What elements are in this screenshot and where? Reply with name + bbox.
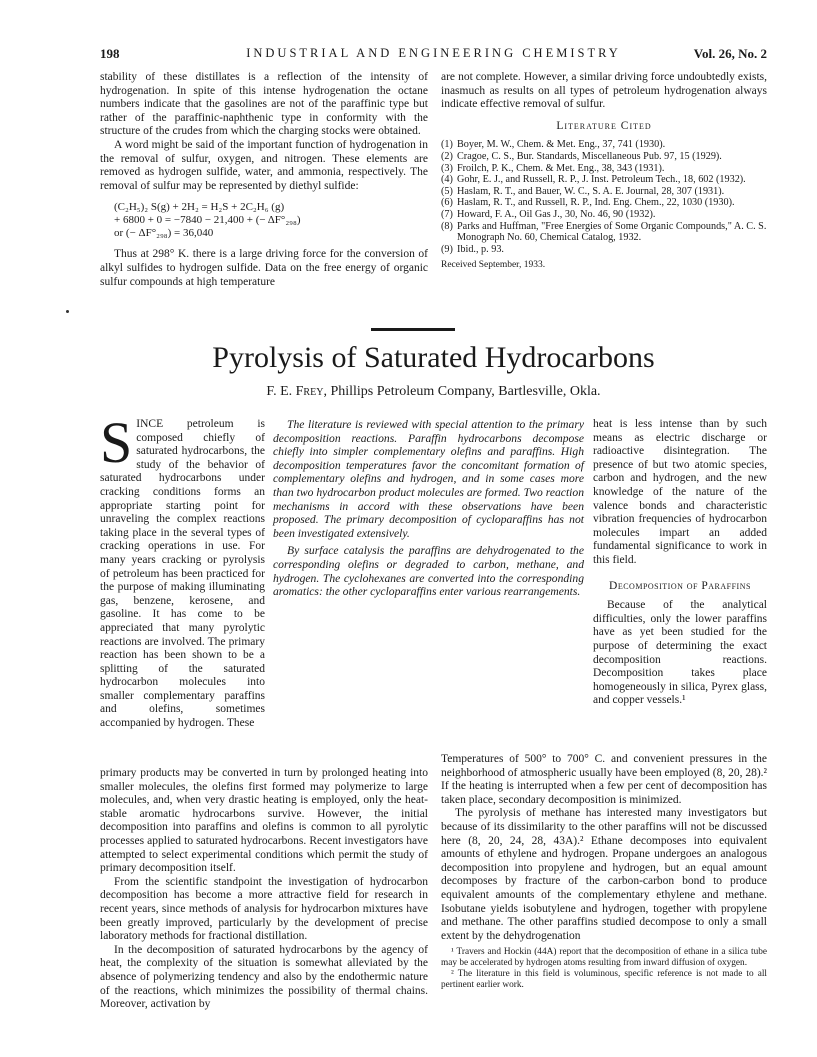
- paragraph: Because of the analytical difficulties, only the lower paraffins have as yet been studied for the purpose of determining the exact decomposition reactions. Decomposition takes place homogeneously in silica, Pyrex glass, and copper vessels.¹: [593, 599, 767, 707]
- page-number: 198: [100, 46, 120, 61]
- title-rule: [371, 328, 455, 331]
- paragraph: The pyrolysis of methane has interested many investigators but because of its dissimilarity to the other paraffins will not be discussed here (8, 20, 24, 28, 43A).² Ethane decomposes into equivalent amounts of ethylene and hydrogen. Propane undergoes an analogous decomposition into propylene and hydrogen, but an equal amount decomposes by fracture of the carbon-carbon bond to produce equivalent amounts of the complementary ethylene and methane. Isobutane yields isobutylene and hydrogen, together with propylene and methane. The other paraffins studied decompose to only a small extent by the dehydrogenation: [441, 807, 767, 942]
- reference-number: (7): [441, 208, 453, 220]
- reference-text: Gohr, E. J., and Russell, R. P., J. Inst. Petroleum Tech., 18, 602 (1932).: [457, 174, 746, 186]
- reference-text: Haslam, R. T., and Russell, R. P., Ind. Eng. Chem., 22, 1030 (1930).: [457, 197, 735, 209]
- author-line: [100, 384, 767, 400]
- reference-number: (8): [441, 220, 453, 232]
- reference-text: Froilch, P. K., Chem. & Met. Eng., 38, 343 (1931).: [457, 162, 665, 174]
- footnotes: [441, 947, 767, 990]
- margin-speck: [66, 310, 69, 313]
- reference-text: Boyer, M. W., Chem. & Met. Eng., 37, 741 (1930).: [457, 139, 666, 151]
- article-title: Pyrolysis of Saturated Hydrocarbons: [212, 341, 655, 374]
- body-right-column: [441, 753, 767, 991]
- reference-number: (3): [441, 162, 453, 174]
- reference-text: Cragoe, C. S., Bur. Standards, Miscellaneous Pub. 97, 15 (1929).: [457, 150, 722, 162]
- running-header: [100, 46, 767, 62]
- abstract-column: [273, 418, 584, 599]
- abstract-paragraph: By surface catalysis the paraffins are dehydrogenated to the corresponding olefins or degraded to carbon, methane, and hydrogen. The cyclohexanes are converted into the corresponding aromatics: the other cycloparaffins enter various rearrangements.: [273, 544, 584, 599]
- reference-item: [441, 209, 767, 221]
- equation-line: or (− ΔF°₂₉₈) = 36,040: [114, 227, 214, 240]
- prior-article-right-column: [441, 71, 767, 273]
- paragraph: In the decomposition of saturated hydrocarbons by the agency of heat, the complexity of the situation is somewhat alleviated by the absence of polymerizing tendency and also by the endothermic nature of the reactions, which minimizes the possibility of thermal chains. Moreover, activation by: [100, 943, 428, 1011]
- reference-number: (1): [441, 139, 453, 151]
- reference-number: (4): [441, 174, 453, 186]
- reference-text: Ibid., p. 93.: [457, 243, 504, 255]
- reference-item: [441, 221, 767, 244]
- paragraph: Temperatures of 500° to 700° C. and convenient pressures in the neighborhood of atmospheric usually have been employed (8, 20, 28).² If the heating is interrupted when a few per cent of decomposition has taken place, secondary decomposition is minimized.: [441, 753, 768, 806]
- reference-number: (2): [441, 150, 453, 162]
- reference-number: (6): [441, 197, 453, 209]
- reference-list: [441, 139, 767, 255]
- section-heading: Decomposition of Paraffins: [609, 579, 751, 592]
- paragraph: From the scientific standpoint the investigation of hydrocarbon decomposition has become a more attractive field for research in recent years, since methods of analysis for hydrocarbon mixtures have been greatly improved, particularly by the development of precise laboratory methods for fractional distillation.: [100, 875, 428, 943]
- intro-text: INCE petroleum is composed chiefly of saturated hydrocarbons, the study of the behavior of saturated hydrocarbons under cracking conditions forms an appropriate starting point for unraveling the complex reactions taking place in the several types of cracking operations in use. For many years cracking or pyrolysis of petroleum has been practiced for the purpose of making illuminating gas, benzene, kerosene, and gasoline. It has come to be appreciated that many pyrolytic reactions are involved. The primary reaction has been shown to be a splitting of the saturated hydrocarbon molecules into smaller complementary paraffins and olefins, sometimes accompanied by hydrogen. These: [100, 418, 265, 730]
- equation-line: + 6800 + 0 = −7840 − 21,400 + (− ΔF°₂₉₈): [114, 214, 301, 227]
- reference-number: (9): [441, 243, 453, 255]
- paragraph: Thus at 298° K. there is a large driving force for the conversion of alkyl sulfides to hydrogen sulfide. Data on the free energy of organic sulfur compounds at high temperature: [100, 248, 428, 288]
- drop-cap: S: [100, 410, 133, 475]
- reference-item: [441, 139, 767, 151]
- journal-name: INDUSTRIAL AND ENGINEERING CHEMISTRY: [246, 46, 621, 60]
- prior-article-left-column: [100, 71, 428, 289]
- reference-number: (5): [441, 185, 453, 197]
- literature-cited-heading: Literature Cited: [556, 119, 652, 132]
- reference-text: Haslam, R. T., and Bauer, W. C., S. A. E. Journal, 28, 307 (1931).: [457, 185, 725, 197]
- abstract-paragraph: The literature is reviewed with special attention to the primary decomposition reactions. Paraffin hydrocarbons decompose chiefly into simpler complementary olefins and paraffins. High decomposition temperatures favor the concomitant formation of complementary olefins and hydrogen, and in some cases more than two hydrocarbon product molecules are formed. Two reaction mechanisms in accord with these observations have been proposed. The primary decomposition of cycloparaffins has not been investigated extensively.: [273, 418, 584, 540]
- body-left-column: [100, 767, 428, 1012]
- paragraph: stability of these distillates is a reflection of the intensity of hydrogenation. In spite of this intense hydrogenation the octane numbers indicate that the gasolines are not of the paraffinic type but rather of the paraffinic-naphthenic type in conformity with the structure of the crudes from which the charging stocks were obtained.: [100, 71, 428, 138]
- reference-text: Howard, F. A., Oil Gas J., 30, No. 46, 90 (1932).: [457, 208, 656, 220]
- paragraph: A word might be said of the important function of hydrogenation in the removal of sulfur, oxygen, and nitrogen. These elements are removed as hydrogen sulfide, water, and ammonia, respectively. The removal of sulfur may be represented by diethyl sulfide:: [100, 138, 428, 192]
- volume-issue: Vol. 26, No. 2: [693, 46, 767, 61]
- reference-text: Parks and Huffman, "Free Energies of Some Organic Compounds," A. C. S. Monograph No. 60, Chemical Catalog, 1932.: [457, 220, 767, 244]
- reference-item: [441, 197, 767, 209]
- reference-item: [441, 186, 767, 198]
- reference-item: [441, 174, 767, 186]
- paragraph: primary products may be converted in turn by prolonged heating into smaller molecules, the olefins first formed may polymerize to large molecules, and, when very drastic heating is employed, only the heat-stable aromatic hydrocarbons survive. However, the initial decomposition into paraffins and olefins is common to all pyrolytic processes applied to saturated hydrocarbons. Recent investigators have attempted to select experimental conditions which permit the study of primary decomposition itself.: [100, 767, 428, 875]
- paragraph: are not complete. However, a similar driving force undoubtedly exists, inasmuch as results on all types of petroleum hydrogenation always indicate effective removal of sulfur.: [441, 71, 767, 111]
- footnote: ² The literature in this field is voluminous, specific reference is not made to all pertinent earlier work.: [441, 968, 767, 990]
- reference-item: [441, 151, 767, 163]
- equation-line: (C₂H₅)₂ S(g) + 2H₂ = H₂S + 2C₂H₆ (g): [114, 201, 285, 214]
- paragraph: heat is less intense than by such means as electric discharge or radioactive disintegration. The presence of but two atomic species, carbon and hydrogen, and the new knowledge of the nature of the valence bonds and characteristic vibration frequencies of hydrocarbon molecules impart an added fundamental significance to work in this field.: [593, 418, 767, 566]
- intro-column: [100, 410, 265, 731]
- received-date: Received September, 1933.: [441, 260, 546, 271]
- right-narrow-column: [593, 418, 767, 708]
- reference-item: [441, 163, 767, 175]
- author-affiliation: , Phillips Petroleum Company, Bartlesville, Okla.: [323, 384, 601, 399]
- equation-block: [114, 201, 428, 240]
- reference-item: [441, 244, 767, 256]
- author-name: F. E. Frey: [266, 384, 324, 399]
- footnote: ¹ Travers and Hockin (44A) report that the decomposition of ethane in a silica tube may be accelerated by hydrogen atoms resulting from inward diffusion of oxygen.: [441, 947, 767, 969]
